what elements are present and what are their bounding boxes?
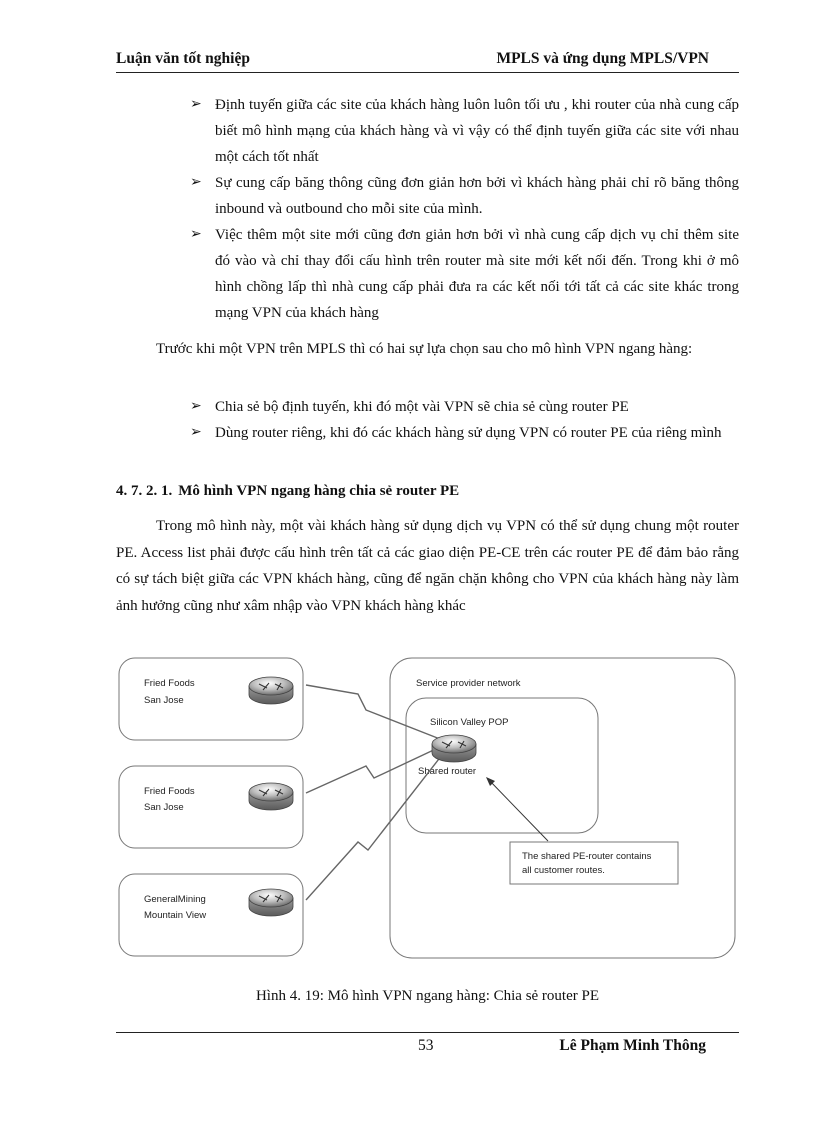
list-item: ➢ Sự cung cấp băng thông cũng đơn giản hơn bởi vì khách hàng phải chỉ rõ băng thông inbound và outbound cho mỗi site của mình.: [190, 170, 739, 222]
list-item: ➢ Dùng router riêng, khi đó các khách hàng sử dụng VPN có router PE của riêng mình: [190, 420, 739, 446]
shared-router-label: Shared router: [418, 766, 477, 777]
site-label: Fried Foods: [144, 678, 195, 689]
site-label: Fried Foods: [144, 786, 195, 797]
paragraph-description: Trong mô hình này, một vài khách hàng sử dụng dịch vụ VPN có thể sử dụng chung một router PE. Access list phải được cấu hình trên tất cả các giao diện PE-CE trên các router PE để đảm bảo rằng có sự tách biệt giữa các VPN khách hàng, cũng để ngăn chặn không cho VPN của khách hàng này làm ảnh hưởng cũng như xâm nhập vào VPN khách hàng khác: [116, 518, 739, 614]
section-title: Mô hình VPN ngang hàng chia sẻ router PE: [178, 483, 460, 499]
figure-caption: Hình 4. 19: Mô hình VPN ngang hàng: Chia sẻ router PE: [255, 988, 600, 1004]
list-item: ➢ Chia sẻ bộ định tuyến, khi đó một vài VPN sẽ chia sẻ cùng router PE: [190, 394, 739, 420]
advantages-list: [190, 92, 739, 326]
arrow-bullet-icon: ➢: [190, 425, 202, 440]
header-right: MPLS và ứng dụng MPLS/VPN: [496, 50, 709, 67]
note-text: all customer routes.: [522, 865, 605, 876]
router-icon: [249, 783, 293, 810]
page-number: 53: [418, 1037, 434, 1054]
site-label: San Jose: [144, 802, 184, 813]
arrow-bullet-icon: ➢: [190, 175, 202, 190]
note-box: [510, 842, 678, 884]
provider-label: Service provider network: [416, 678, 521, 689]
list-item: ➢ Định tuyến giữa các site của khách hàng luôn luôn tối ưu , khi router của nhà cung cấp biết mô hình mạng của khách hàng và vì vậy có thể định tuyến giữa các site với nhau một cách tốt nhất: [190, 92, 739, 170]
footer-author: Lê Phạm Minh Thông: [559, 1037, 706, 1054]
section-number: 4. 7. 2. 1.: [116, 483, 173, 499]
router-icon: [249, 889, 293, 916]
arrow-bullet-icon: ➢: [190, 399, 202, 414]
shared-router-icon: [432, 735, 476, 762]
router-icon: [249, 677, 293, 704]
site-label: Mountain View: [144, 910, 207, 921]
site-label: San Jose: [144, 695, 184, 706]
section-heading: [116, 483, 459, 500]
list-item: ➢ Việc thêm một site mới cũng đơn giản hơn bởi vì nhà cung cấp dịch vụ chỉ thêm site đó vào và chỉ thay đổi cấu hình trên router mà site mới kết nối đến. Trong khi ở mô hình chồng lấp thì nhà cung cấp phải đưa ra các kết nối tới tất cả các site khác trong mạng VPN của khách hàng: [190, 222, 739, 326]
diagram-canvas: [116, 648, 736, 976]
page-header: [116, 46, 739, 73]
site-label: GeneralMining: [144, 894, 206, 905]
paragraph-options: Trước khi một VPN trên MPLS thì có hai sự lựa chọn sau cho mô hình VPN ngang hàng:: [156, 341, 693, 357]
note-text: The shared PE-router contains: [522, 851, 652, 862]
header-left: Luận văn tốt nghiệp: [116, 50, 250, 67]
options-list: [190, 394, 739, 446]
network-diagram: [116, 648, 736, 976]
arrow-bullet-icon: ➢: [190, 97, 202, 112]
footer-rule: [116, 1032, 739, 1033]
pop-label: Silicon Valley POP: [430, 717, 509, 728]
arrow-bullet-icon: ➢: [190, 227, 202, 242]
